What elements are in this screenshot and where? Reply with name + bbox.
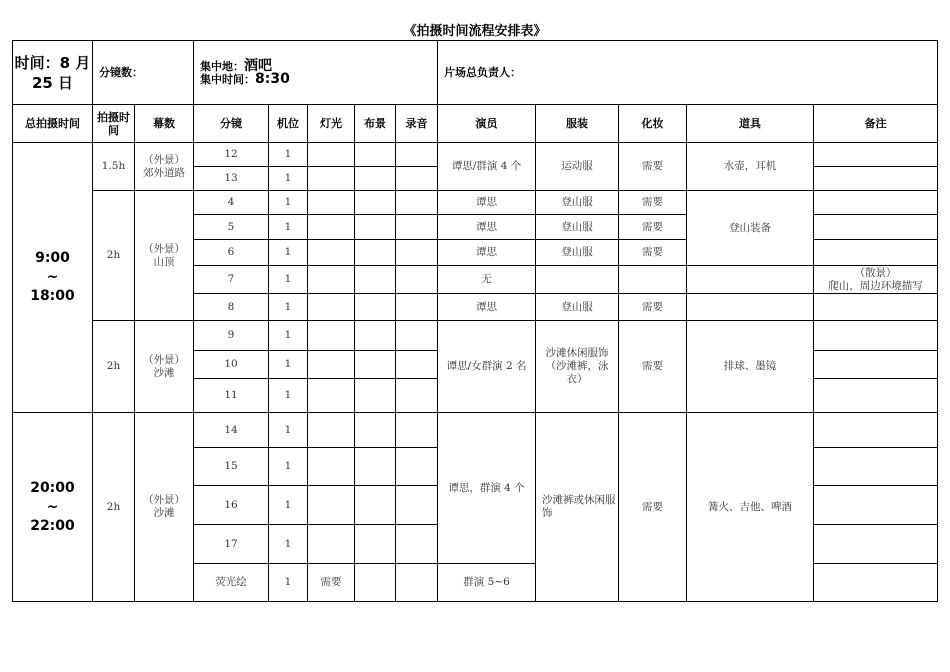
header-camera: 机位 bbox=[269, 105, 308, 143]
shot-cell: 5 bbox=[194, 215, 269, 240]
total-time-block-1 bbox=[13, 143, 93, 413]
actor-cell: 谭思 bbox=[438, 215, 536, 240]
block-end: 22:00 bbox=[30, 517, 75, 534]
header-shoot-time: 拍摄时间 bbox=[93, 105, 135, 143]
camera-cell: 1 bbox=[269, 143, 308, 167]
manager-cell bbox=[438, 41, 938, 105]
camera-cell: 1 bbox=[269, 379, 308, 413]
costume-cell: 登山服 bbox=[536, 191, 619, 215]
act-cell bbox=[135, 143, 194, 191]
lighting-cell: 需要 bbox=[308, 564, 355, 602]
camera-cell: 1 bbox=[269, 413, 308, 448]
props-cell: 水壶，耳机 bbox=[687, 143, 814, 191]
duration-cell: 2h bbox=[93, 413, 135, 602]
header-props: 道具 bbox=[687, 105, 814, 143]
shot-cell: 9 bbox=[194, 321, 269, 351]
block-start: 9:00 bbox=[35, 250, 70, 266]
camera-cell: 1 bbox=[269, 321, 308, 351]
costume-cell: 沙滩裤或休闲服饰 bbox=[536, 413, 619, 602]
shot-cell: 16 bbox=[194, 486, 269, 525]
camera-cell: 1 bbox=[269, 564, 308, 602]
props-cell: 登山装备 bbox=[687, 191, 814, 266]
duration-cell: 2h bbox=[93, 191, 135, 321]
block-start: 20:00 bbox=[30, 479, 75, 496]
header-total-time: 总拍摄时间 bbox=[13, 105, 93, 143]
header-lighting: 灯光 bbox=[308, 105, 355, 143]
shot-cell: 8 bbox=[194, 294, 269, 321]
header-costume: 服装 bbox=[536, 105, 619, 143]
header-shot: 分镜 bbox=[194, 105, 269, 143]
costume-cell: 登山服 bbox=[536, 215, 619, 240]
camera-cell: 1 bbox=[269, 448, 308, 486]
gather-time-label: 集中时间： bbox=[200, 72, 255, 86]
time-label: 时间： bbox=[14, 53, 60, 72]
actor-cell: 谭思 bbox=[438, 240, 536, 266]
duration-cell: 2h bbox=[93, 321, 135, 413]
notes-cell bbox=[814, 266, 938, 294]
header-act: 幕数 bbox=[135, 105, 194, 143]
note-type: （散景） bbox=[854, 266, 897, 279]
shot-cell: 14 bbox=[194, 413, 269, 448]
act-type: （外景） bbox=[143, 242, 185, 255]
props-cell: 篝火、吉他、啤酒 bbox=[687, 413, 814, 602]
time-value: 8 月 25 日 bbox=[31, 53, 91, 92]
shot-cell: 7 bbox=[194, 266, 269, 294]
act-place: 郊外道路 bbox=[143, 166, 185, 179]
camera-cell: 1 bbox=[269, 266, 308, 294]
camera-cell: 1 bbox=[269, 215, 308, 240]
act-place: 山顶 bbox=[153, 255, 175, 268]
shot-cell: 10 bbox=[194, 351, 269, 379]
costume-cell: 运动服 bbox=[536, 143, 619, 191]
shot-cell: 6 bbox=[194, 240, 269, 266]
makeup-cell: 需要 bbox=[619, 191, 687, 215]
makeup-cell: 需要 bbox=[619, 215, 687, 240]
costume-cell: 登山服 bbox=[536, 294, 619, 321]
act-type: （外景） bbox=[143, 353, 185, 366]
makeup-cell: 需要 bbox=[619, 294, 687, 321]
shot-cell: 11 bbox=[194, 379, 269, 413]
header-makeup: 化妆 bbox=[619, 105, 687, 143]
actor-cell: 谭思/女群演 2 名 bbox=[438, 321, 536, 413]
shot-cell: 4 bbox=[194, 191, 269, 215]
makeup-cell: 需要 bbox=[619, 413, 687, 602]
manager-label: 片场总负责人： bbox=[444, 66, 522, 79]
camera-cell: 1 bbox=[269, 191, 308, 215]
costume-cell: 沙滩休闲服饰（沙滩裤，泳衣） bbox=[536, 321, 619, 413]
actor-cell: 无 bbox=[438, 266, 536, 294]
actor-cell: 谭思 bbox=[438, 191, 536, 215]
shot-cell: 12 bbox=[194, 143, 269, 167]
act-type: （外景） bbox=[143, 494, 185, 506]
camera-cell: 1 bbox=[269, 351, 308, 379]
gather-time-value: 8:30 bbox=[255, 70, 290, 87]
camera-cell: 1 bbox=[269, 294, 308, 321]
gathering-cell bbox=[194, 41, 438, 105]
duration-cell: 1.5h bbox=[93, 143, 135, 191]
date-cell bbox=[13, 41, 93, 105]
act-cell bbox=[135, 413, 194, 602]
table-row bbox=[13, 413, 938, 448]
header-set: 布景 bbox=[355, 105, 396, 143]
total-time-block-2 bbox=[13, 413, 93, 602]
location-value: 酒吧 bbox=[244, 57, 272, 74]
block-sep: ~ bbox=[46, 269, 59, 285]
shot-cell: 13 bbox=[194, 167, 269, 191]
makeup-cell: 需要 bbox=[619, 321, 687, 413]
table-row bbox=[13, 321, 938, 351]
camera-cell: 1 bbox=[269, 167, 308, 191]
act-place: 沙滩 bbox=[153, 507, 175, 519]
shot-count-label: 分镜数： bbox=[99, 66, 143, 79]
shot-count-cell bbox=[93, 41, 194, 105]
note-text: 爬山，周边环境描写 bbox=[828, 279, 923, 292]
location-label: 集中地： bbox=[200, 59, 244, 73]
act-cell bbox=[135, 321, 194, 413]
actor-cell: 群演 5~6 bbox=[438, 564, 536, 602]
camera-cell: 1 bbox=[269, 240, 308, 266]
makeup-cell: 需要 bbox=[619, 143, 687, 191]
table-row bbox=[13, 191, 938, 215]
actor-cell: 谭思 bbox=[438, 294, 536, 321]
makeup-cell: 需要 bbox=[619, 240, 687, 266]
block-end: 18:00 bbox=[30, 288, 75, 304]
camera-cell: 1 bbox=[269, 525, 308, 564]
schedule-table bbox=[12, 40, 938, 602]
actor-cell: 谭思/群演 4 个 bbox=[438, 143, 536, 191]
shot-cell: 17 bbox=[194, 525, 269, 564]
act-type: （外景） bbox=[143, 153, 185, 166]
act-cell bbox=[135, 191, 194, 321]
table-row bbox=[13, 143, 938, 167]
header-actor: 演员 bbox=[438, 105, 536, 143]
header-audio: 录音 bbox=[396, 105, 438, 143]
costume-cell: 登山服 bbox=[536, 240, 619, 266]
block-sep: ~ bbox=[46, 498, 59, 515]
header-notes: 备注 bbox=[814, 105, 938, 143]
actor-cell: 谭思，群演 4 个 bbox=[438, 413, 536, 564]
camera-cell: 1 bbox=[269, 486, 308, 525]
act-place: 沙滩 bbox=[153, 366, 175, 379]
page-title: 《拍摄时间流程安排表》 bbox=[403, 24, 547, 39]
shot-cell: 荧光绘 bbox=[194, 564, 269, 602]
shot-cell: 15 bbox=[194, 448, 269, 486]
props-cell: 排球、墨镜 bbox=[687, 321, 814, 413]
